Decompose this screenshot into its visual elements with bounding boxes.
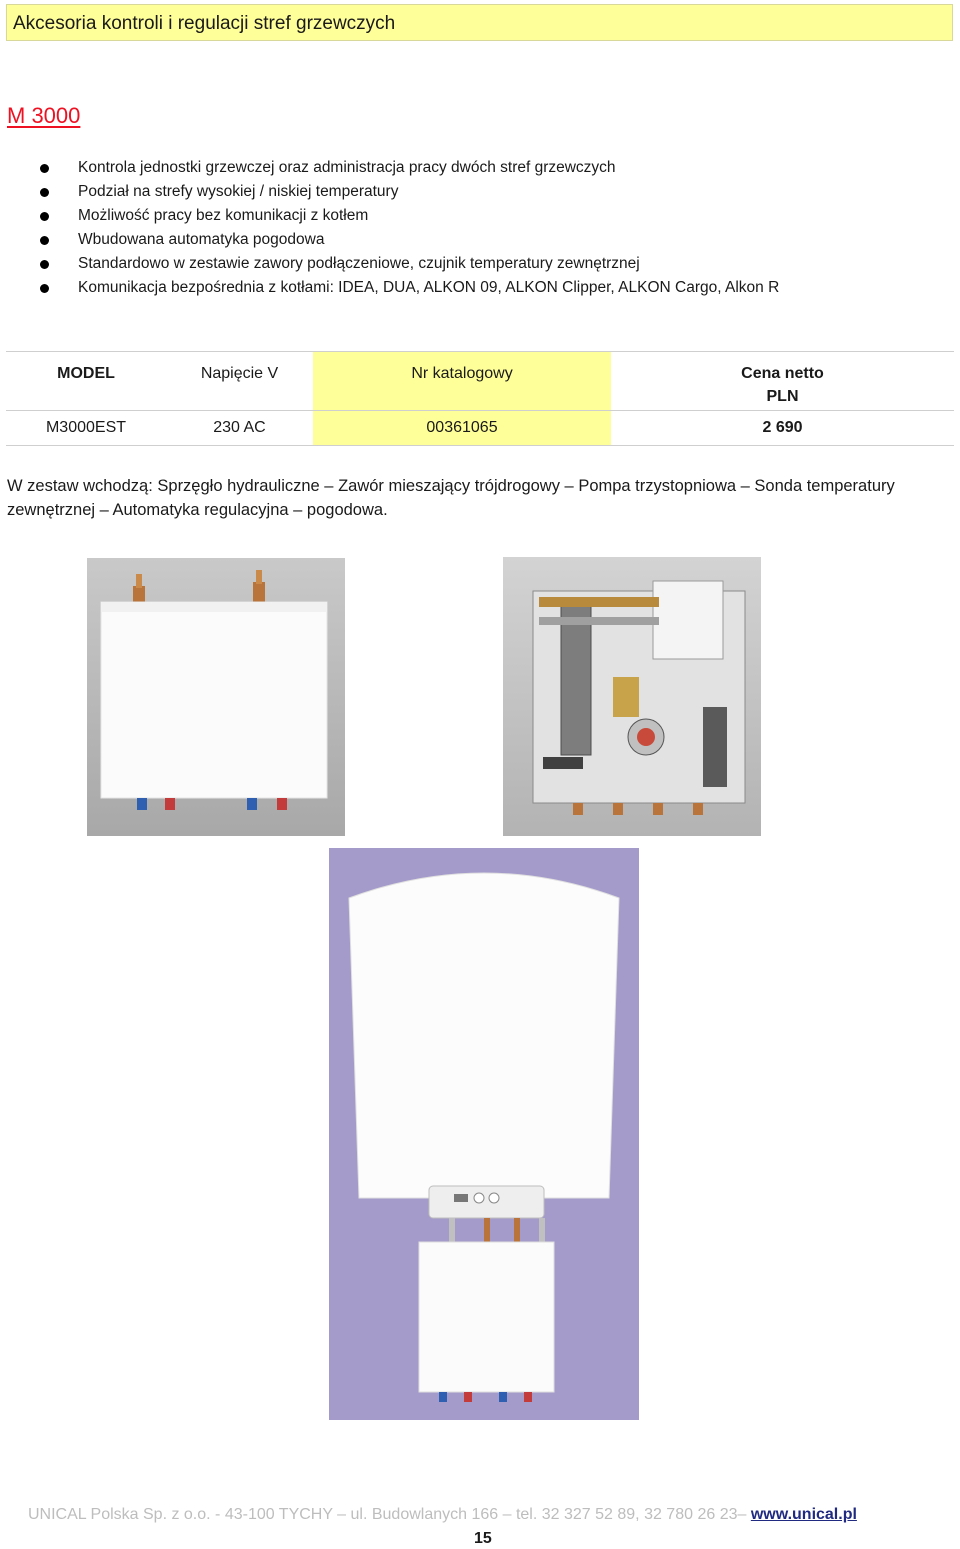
page-number: 15 <box>474 1530 492 1547</box>
bullet-icon <box>40 188 49 197</box>
open-module-illustration <box>503 557 761 836</box>
feature-item <box>0 253 779 277</box>
product-photo-boiler-assembly <box>329 848 639 1420</box>
cell-price: 2 690 <box>611 411 954 446</box>
cell-model: M3000EST <box>6 411 166 446</box>
feature-text: Kontrola jednostki grzewczej oraz administracja pracy dwóch stref grzewczych <box>78 159 616 176</box>
product-photo-closed <box>87 558 345 836</box>
feature-list <box>0 157 779 301</box>
product-photo-open <box>503 557 761 836</box>
footer-website-link[interactable]: www.unical.pl <box>750 1506 857 1523</box>
bullet-icon <box>40 212 49 221</box>
spec-table <box>6 351 954 446</box>
feature-item <box>0 229 779 253</box>
bullet-icon <box>40 236 49 245</box>
closed-module-illustration <box>87 558 345 836</box>
kit-contents-text: W zestaw wchodzą: Sprzęgło hydrauliczne – Zawór mieszający trójdrogowy – Pompa trzystopniowa – Sonda temperatury zewnętrznej – Automatyka regulacyjna – pogodowa. <box>7 477 895 519</box>
feature-text: Możliwość pracy bez komunikacji z kotłem <box>78 207 369 224</box>
feature-item <box>0 205 779 229</box>
table-header-row <box>6 352 954 411</box>
bullet-icon <box>40 284 49 293</box>
header-price-line1: Cena netto <box>741 365 824 382</box>
feature-text: Podział na strefy wysokiej / niskiej temperatury <box>78 183 399 200</box>
feature-item <box>0 157 779 181</box>
feature-text: Komunikacja bezpośrednia z kotłami: IDEA, DUA, ALKON 09, ALKON Clipper, ALKON Cargo, Alkon R <box>78 279 780 296</box>
bullet-icon <box>40 260 49 269</box>
boiler-assembly-illustration <box>329 848 639 1420</box>
table-row <box>6 411 954 446</box>
header-price-line2: PLN <box>766 388 799 405</box>
header-title: Akcesoria kontroli i regulacji stref grzewczych <box>13 13 396 34</box>
feature-text: Standardowo w zestawie zawory podłączeniowe, czujnik temperatury zewnętrznej <box>78 255 640 272</box>
header-voltage: Napięcie V <box>166 352 313 411</box>
cell-voltage: 230 AC <box>166 411 313 446</box>
feature-item <box>0 181 779 205</box>
bullet-icon <box>40 164 49 173</box>
page-header <box>6 4 953 41</box>
footer-address: UNICAL Polska Sp. z o.o. - 43-100 TYCHY – ul. Budowlanych 166 – tel. 32 327 52 89, 32 780 26 23– <box>28 1506 751 1523</box>
cell-catalog-number: 00361065 <box>313 411 611 446</box>
feature-text: Wbudowana automatyka pogodowa <box>78 231 325 248</box>
feature-item <box>0 277 779 301</box>
header-catalog-number: Nr katalogowy <box>313 352 611 411</box>
header-model: MODEL <box>6 352 166 411</box>
header-price <box>611 352 954 411</box>
product-title: M 3000 <box>7 103 81 128</box>
page-footer <box>28 1506 857 1524</box>
